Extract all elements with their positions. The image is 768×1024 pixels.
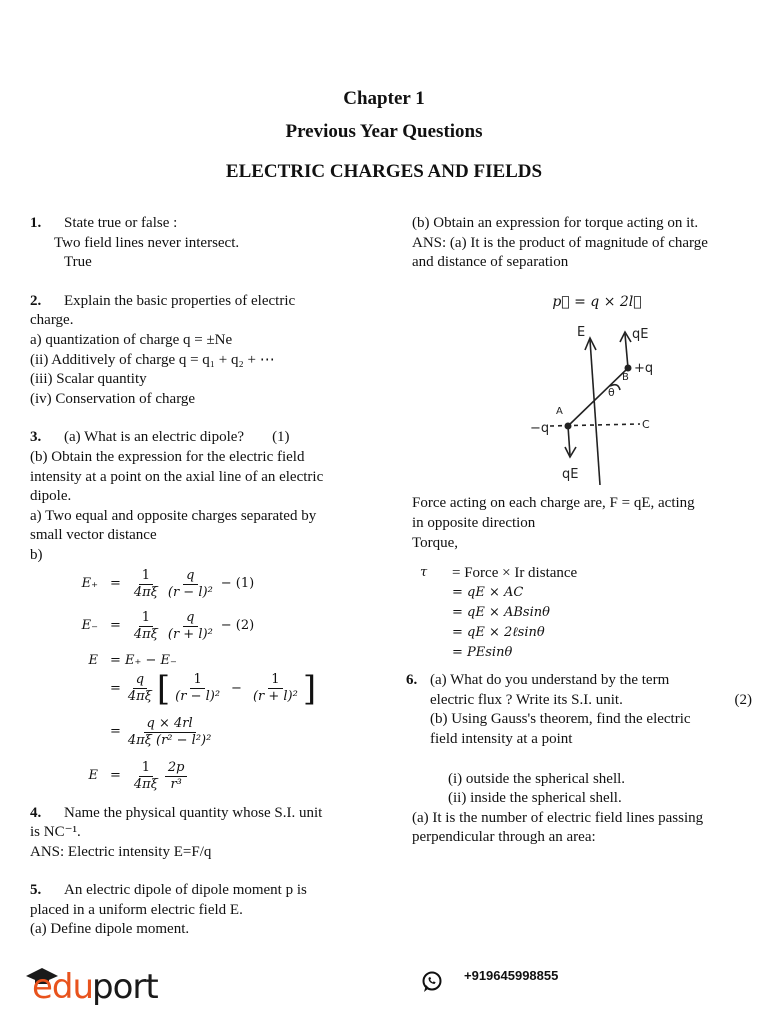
- answer-line: (ii) Additively of charge q = q₁ + q₂ + ⋯: [30, 351, 275, 368]
- answer-line: small vector distance: [30, 527, 157, 544]
- question-4: [30, 804, 375, 863]
- right-column: [406, 214, 752, 848]
- answer-line: Force acting on each charge are, F = qE, acting: [412, 495, 695, 512]
- question-text: Explain the basic properties of electric: [64, 292, 296, 309]
- subtitle-heading: Previous Year Questions: [285, 121, 483, 142]
- answer-line: a) quantization of charge q = ±Ne: [30, 331, 233, 348]
- question-5: [30, 881, 375, 940]
- label-theta: θ: [608, 386, 615, 400]
- label-qE-top: qE: [632, 327, 649, 343]
- question-text: Name the physical quantity whose S.I. unit: [64, 804, 323, 821]
- answer-line: a) Two equal and opposite charges separated by: [30, 507, 317, 524]
- svg-text:edu: edu: [32, 967, 94, 1007]
- force-down: [568, 426, 570, 455]
- statement: Two field lines never intersect.: [54, 234, 240, 251]
- question-text: (b) Obtain the expression for the electric field: [30, 448, 305, 465]
- question-text: intensity at a point on the axial line of an electric: [30, 468, 324, 485]
- force-up: [625, 334, 628, 368]
- question-text: State true or false :: [64, 215, 178, 231]
- question-text: (b) Obtain an expression for torque acting on it.: [412, 215, 699, 231]
- label-qE-bottom: qE: [562, 467, 579, 483]
- whatsapp-icon: [420, 970, 444, 994]
- footer: [0, 962, 768, 1012]
- question-number: 5.: [30, 882, 42, 899]
- field-line: [590, 340, 600, 485]
- question-text: (i) outside the spherical shell.: [448, 770, 626, 787]
- question-text: electric flux ? Write its S.I. unit.: [430, 691, 623, 708]
- answer: True: [64, 254, 92, 271]
- question-6: [406, 671, 752, 848]
- question-2: [30, 292, 375, 410]
- answer-line: b): [30, 546, 43, 563]
- question-3: [30, 428, 375, 565]
- answer-line: perpendicular through an area:: [412, 829, 596, 846]
- question-text: (a) What is an electric dipole?: [64, 429, 245, 446]
- question-text: (a) Define dipole moment.: [30, 921, 190, 938]
- dipole-axis: [568, 368, 628, 426]
- answer-line: (iv) Conservation of charge: [30, 390, 196, 407]
- equation-e-expanded: = $\frac{q}{4\pi\xi}$ [ $\frac{1}{\text{(r − l)²}}$ − $\frac{1}{\text{(r + l)²}}$ ]: [110, 668, 317, 709]
- positive-charge-dot: [625, 365, 632, 372]
- chapter-heading: Chapter 1: [343, 88, 425, 109]
- label-plus-q: +q: [634, 361, 654, 377]
- question-1: [30, 214, 375, 273]
- dashed-line: [550, 424, 640, 426]
- svg-text:port: port: [92, 967, 158, 1007]
- question-text: charge.: [30, 312, 74, 329]
- question-number: 4.: [30, 804, 42, 821]
- equation-e-final: E = $\frac{1}{4\pi\xi}$ $\frac{2p}{\text{r³}}$: [50, 760, 189, 793]
- equation-e-minus: E₋ = $\frac{1}{4\pi\xi}$ $\frac{q}{\text{(r + l)²}}$ − (2): [81, 609, 255, 642]
- marks: (1): [272, 429, 290, 446]
- dipole-diagram: [510, 320, 690, 490]
- page-title: ELECTRIC CHARGES AND FIELDS: [225, 161, 543, 182]
- dipole-moment-equation: p⃗ = q × 2l⃗: [552, 293, 642, 310]
- question-text: is NC⁻¹.: [30, 824, 81, 841]
- question-number: 6.: [406, 672, 418, 689]
- question-text: (ii) inside the spherical shell.: [448, 790, 622, 807]
- question-text: placed in a uniform electric field E.: [30, 901, 243, 918]
- question-number: 1.: [30, 215, 42, 231]
- answer-line: (a) It is the number of electric field lines passing: [412, 809, 704, 826]
- answer-line: ANS: Electric intensity E=F/q: [30, 843, 212, 860]
- left-column: [30, 214, 375, 940]
- label-E: E: [577, 325, 586, 341]
- equation-e-sum: E = E₊ − E₋: [88, 652, 177, 668]
- answer-line: and distance of separation: [412, 254, 569, 271]
- question-number: 3.: [30, 429, 42, 446]
- answer-line: ANS: (a) It is the product of magnitude of charge: [412, 234, 708, 251]
- equation-e-plus: E₊ = $\frac{1}{4\pi\xi}$ $\frac{q}{\text{(r − l)²}}$ − (1): [81, 567, 255, 600]
- phone-number[interactable]: +919645998855: [464, 968, 559, 983]
- answer-line: in opposite direction: [412, 514, 536, 531]
- question-number: 2.: [30, 292, 42, 309]
- label-minus-q: −q: [530, 421, 550, 437]
- label-B: B: [622, 372, 629, 384]
- equation-e-simplified: = $\frac{q \times 4rl}{\text{4πξ (r² − l²)²}}$: [110, 715, 212, 748]
- negative-charge-dot: [565, 423, 572, 430]
- torque-derivation: τ = Force × Ir distance = qE × AC = qE × ABsinθ = qE × 2ℓsinθ = PEsinθ: [420, 565, 578, 661]
- marks: (2): [734, 691, 752, 708]
- question-text: (a) What do you understand by the term: [430, 672, 670, 689]
- label-C: C: [642, 418, 650, 432]
- question-text: dipole.: [30, 488, 72, 505]
- label-A: A: [556, 406, 563, 418]
- question-text: An electric dipole of dipole moment p is: [64, 882, 307, 899]
- answer-line: (iii) Scalar quantity: [30, 371, 147, 388]
- answer-line: Torque,: [412, 534, 459, 551]
- eduport-logo: [26, 962, 176, 1008]
- question-text: field intensity at a point: [430, 730, 573, 747]
- field-equations: [50, 566, 375, 806]
- question-text: (b) Using Gauss's theorem, find the electric: [430, 711, 691, 728]
